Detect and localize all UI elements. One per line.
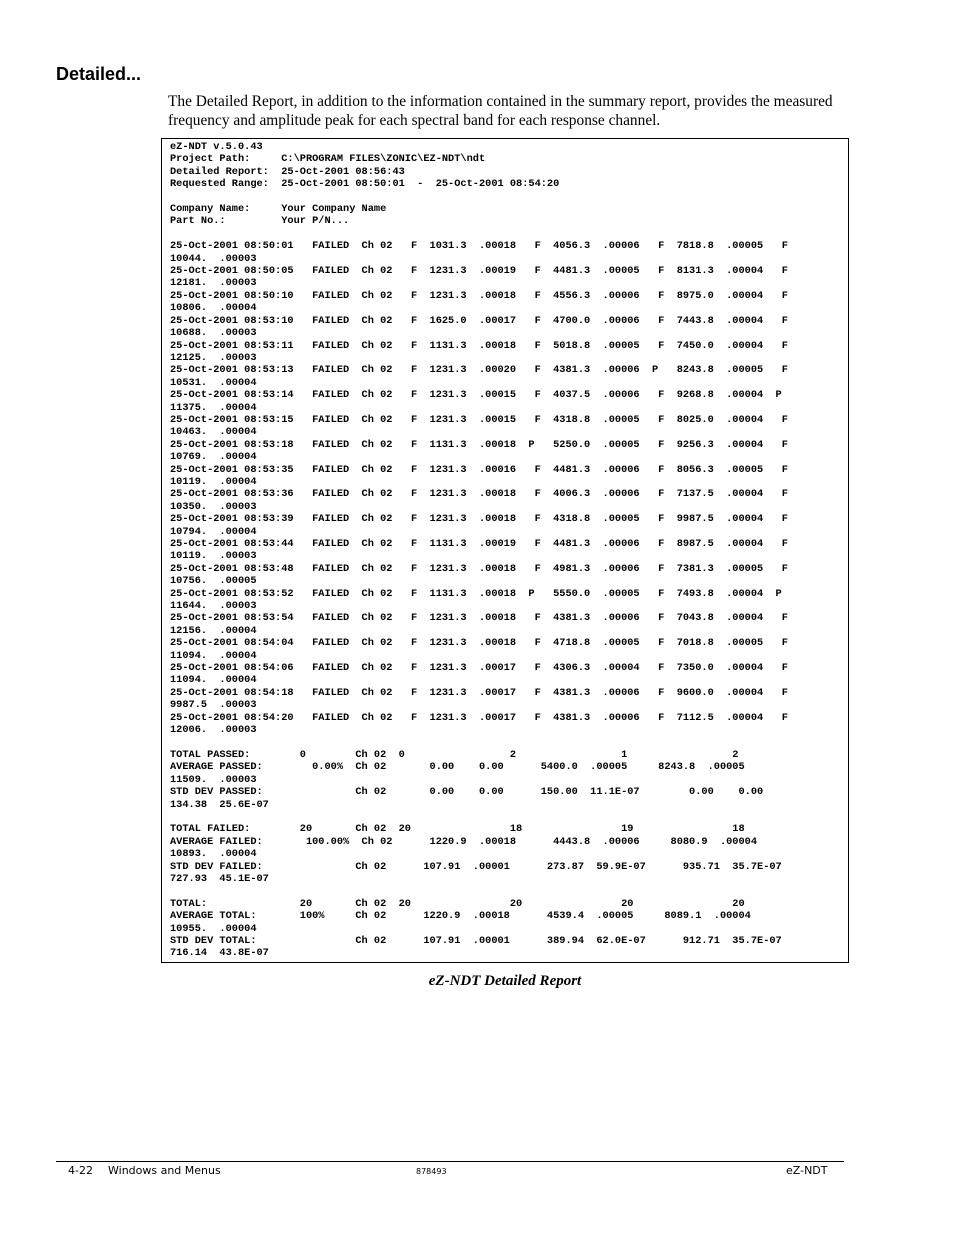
- intro-paragraph: The Detailed Report, in addition to the information contained in the summary report, provides the measured frequency and amplitude peak for each spectral band for each response channel.: [168, 93, 833, 129]
- report-line: 25-Oct-2001 08:54:06 FAILED Ch 02 F 1231.3 .00017 F 4306.3 .00004 F 7350.0 .00004 F: [170, 662, 788, 675]
- report-line: 11644. .00003: [170, 600, 257, 613]
- report-line: 11094. .00004: [170, 674, 257, 687]
- report-listing: [170, 141, 788, 960]
- report-line: 12006. .00003: [170, 724, 257, 737]
- footer-doc-number: 878493: [416, 1167, 447, 1176]
- report-line: 12156. .00004: [170, 624, 257, 637]
- report-line: AVERAGE FAILED: 100.00% Ch 02 1220.9 .00018 4443.8 .00006 8080.9 .00004: [170, 835, 758, 848]
- report-line: 25-Oct-2001 08:54:18 FAILED Ch 02 F 1231.3 .00017 F 4381.3 .00006 F 9600.0 .00004 F: [170, 686, 788, 699]
- report-line: STD DEV PASSED: Ch 02 0.00 0.00 150.00 11.1E-07 0.00 0.00: [170, 786, 764, 799]
- figure-caption: eZ-NDT Detailed Report: [428, 973, 582, 989]
- report-line: 25-Oct-2001 08:53:18 FAILED Ch 02 F 1131.3 .00018 P 5250.0 .00005 F 9256.3 .00004 F: [170, 438, 788, 451]
- report-line: 25-Oct-2001 08:53:36 FAILED Ch 02 F 1231.3 .00018 F 4006.3 .00006 F 7137.5 .00004 F: [170, 488, 788, 501]
- report-line: AVERAGE TOTAL: 100% Ch 02 1220.9 .00018 4539.4 .00005 8089.1 .00004: [170, 910, 751, 923]
- report-line: 10119. .00003: [170, 550, 257, 563]
- footer-section: Windows and Menus: [108, 1164, 221, 1177]
- report-line: TOTAL FAILED: 20 Ch 02 20 18 19 18: [170, 823, 745, 836]
- report-line: 10893. .00004: [170, 848, 257, 861]
- report-line: 10756. .00005: [170, 575, 257, 588]
- footer-rule: [56, 1161, 844, 1162]
- report-line: 11375. .00004: [170, 401, 257, 414]
- report-line: STD DEV TOTAL: Ch 02 107.91 .00001 389.94 62.0E-07 912.71 35.7E-07: [170, 935, 782, 947]
- report-line: 10044. .00003: [170, 252, 257, 265]
- report-line: 25-Oct-2001 08:53:48 FAILED Ch 02 F 1231.3 .00018 F 4981.3 .00006 F 7381.3 .00005 F: [170, 562, 788, 575]
- report-line: TOTAL: 20 Ch 02 20 20 20 20: [170, 897, 745, 910]
- report-line: 10531. .00004: [170, 376, 257, 389]
- footer-left: [68, 1164, 221, 1177]
- report-line: 25-Oct-2001 08:53:10 FAILED Ch 02 F 1625.0 .00017 F 4700.0 .00006 F 7443.8 .00004 F: [170, 314, 788, 327]
- report-line: 10794. .00004: [170, 525, 257, 538]
- report-line: 25-Oct-2001 08:53:52 FAILED Ch 02 F 1131.3 .00018 P 5550.0 .00005 F 7493.8 .00004 P: [170, 587, 782, 600]
- report-line: 12181. .00003: [170, 277, 257, 290]
- report-line: 10688. .00003: [170, 327, 257, 340]
- report-line: 25-Oct-2001 08:53:54 FAILED Ch 02 F 1231.3 .00018 F 4381.3 .00006 F 7043.8 .00004 F: [170, 612, 788, 625]
- report-line: Part No.: Your P/N...: [170, 215, 350, 228]
- report-line: 10806. .00004: [170, 302, 257, 315]
- report-line: eZ-NDT v.5.0.43: [170, 141, 263, 153]
- report-line: 12125. .00003: [170, 351, 257, 364]
- footer-page-number: 4-22: [68, 1164, 93, 1177]
- report-line: 716.14 43.8E-07: [170, 947, 269, 960]
- report-line: Project Path: C:\PROGRAM FILES\ZONIC\EZ-NDT\ndt: [170, 153, 486, 166]
- report-line: Company Name: Your Company Name: [170, 203, 387, 216]
- report-line: 11509. .00003: [170, 773, 257, 786]
- report-line: 10350. .00003: [170, 500, 257, 513]
- report-line: 10119. .00004: [170, 475, 257, 488]
- report-line: 25-Oct-2001 08:53:15 FAILED Ch 02 F 1231.3 .00015 F 4318.8 .00005 F 8025.0 .00004 F: [170, 413, 788, 426]
- report-line: 11094. .00004: [170, 649, 257, 662]
- footer-product: eZ-NDT: [786, 1164, 828, 1177]
- report-line: Requested Range: 25-Oct-2001 08:50:01 - 25-Oct-2001 08:54:20: [170, 178, 560, 191]
- report-line: 9987.5 .00003: [170, 699, 257, 712]
- report-line: 25-Oct-2001 08:50:01 FAILED Ch 02 F 1031.3 .00018 F 4056.3 .00006 F 7818.8 .00005 F: [170, 240, 788, 253]
- report-line: AVERAGE PASSED: 0.00% Ch 02 0.00 0.00 5400.0 .00005 8243.8 .00005: [170, 761, 745, 774]
- report-line: 10955. .00004: [170, 922, 257, 935]
- report-line: 25-Oct-2001 08:54:04 FAILED Ch 02 F 1231.3 .00018 F 4718.8 .00005 F 7018.8 .00005 F: [170, 637, 788, 650]
- report-line: 25-Oct-2001 08:53:14 FAILED Ch 02 F 1231.3 .00015 F 4037.5 .00006 F 9268.8 .00004 P: [170, 389, 782, 402]
- report-line: 25-Oct-2001 08:53:44 FAILED Ch 02 F 1131.3 .00019 F 4481.3 .00006 F 8987.5 .00004 F: [170, 538, 788, 550]
- report-line: 134.38 25.6E-07: [170, 798, 269, 811]
- report-line: STD DEV FAILED: Ch 02 107.91 .00001 273.87 59.9E-07 935.71 35.7E-07: [170, 860, 782, 873]
- report-line: 10769. .00004: [170, 451, 257, 464]
- report-line: 727.93 45.1E-07: [170, 872, 269, 885]
- report-line: 25-Oct-2001 08:53:13 FAILED Ch 02 F 1231.3 .00020 F 4381.3 .00006 P 8243.8 .00005 F: [170, 364, 788, 377]
- report-line: 25-Oct-2001 08:50:10 FAILED Ch 02 F 1231.3 .00018 F 4556.3 .00006 F 8975.0 .00004 F: [170, 289, 788, 302]
- report-line: 25-Oct-2001 08:54:20 FAILED Ch 02 F 1231.3 .00017 F 4381.3 .00006 F 7112.5 .00004 F: [170, 711, 788, 724]
- report-line: 25-Oct-2001 08:53:39 FAILED Ch 02 F 1231.3 .00018 F 4318.8 .00005 F 9987.5 .00004 F: [170, 513, 788, 526]
- report-line: 25-Oct-2001 08:53:11 FAILED Ch 02 F 1131.3 .00018 F 5018.8 .00005 F 7450.0 .00004 F: [170, 339, 788, 352]
- report-listing-box: [161, 138, 849, 963]
- report-line: TOTAL PASSED: 0 Ch 02 0 2 1 2: [170, 748, 739, 761]
- report-line: 10463. .00004: [170, 426, 257, 439]
- report-line: Detailed Report: 25-Oct-2001 08:56:43: [170, 165, 405, 178]
- report-line: 25-Oct-2001 08:53:35 FAILED Ch 02 F 1231.3 .00016 F 4481.3 .00006 F 8056.3 .00005 F: [170, 463, 788, 476]
- section-heading: Detailed...: [56, 64, 142, 84]
- report-line: 25-Oct-2001 08:50:05 FAILED Ch 02 F 1231.3 .00019 F 4481.3 .00005 F 8131.3 .00004 F: [170, 265, 788, 278]
